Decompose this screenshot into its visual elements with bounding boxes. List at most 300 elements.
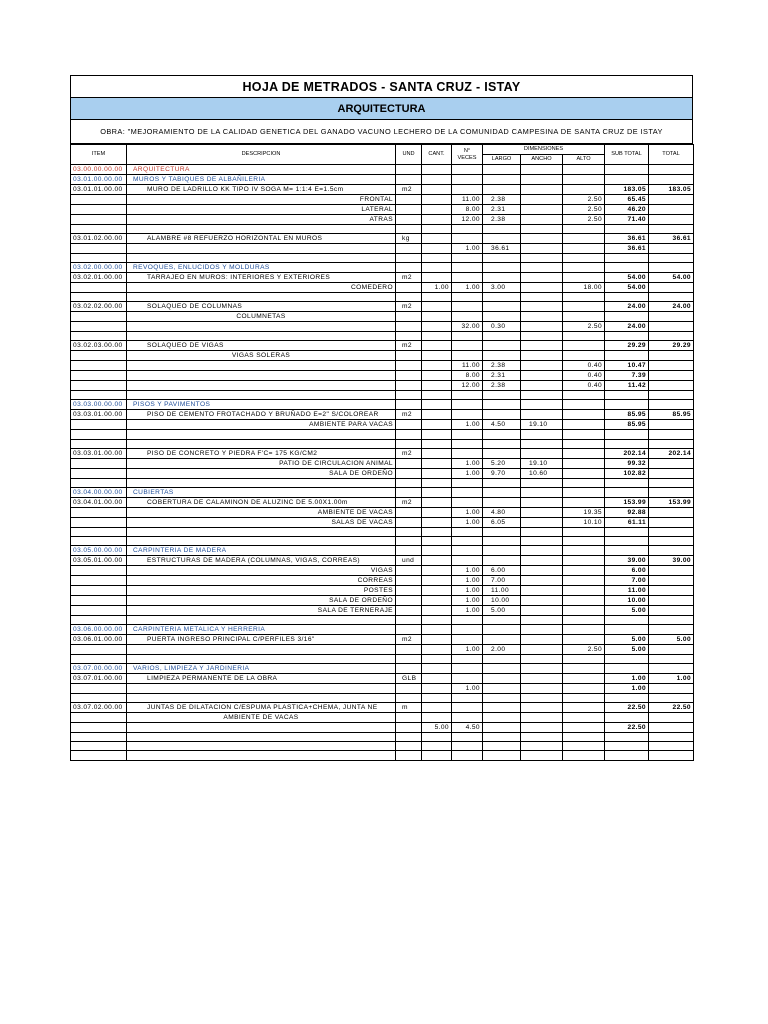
- cell-ancho: [521, 391, 563, 400]
- cell-ancho: [521, 215, 563, 225]
- cell-descripcion: REVOQUES, ENLUCIDOS Y MOLDURAS: [127, 263, 396, 273]
- table-row: [71, 332, 694, 341]
- cell-largo: [483, 263, 521, 273]
- cell-alto: [563, 293, 605, 302]
- cell-ancho: [521, 302, 563, 312]
- cell-descripcion: AMBIENTE PARA VACAS: [127, 420, 396, 430]
- cell-veces: [452, 703, 483, 713]
- section-title: ARQUITECTURA: [70, 98, 693, 120]
- cell-alto: 0.40: [563, 371, 605, 381]
- cell-alto: [563, 468, 605, 478]
- cell-alto: [563, 742, 605, 751]
- cell-largo: [483, 234, 521, 244]
- cell-item: [71, 205, 127, 215]
- cell-veces: 1.00: [452, 420, 483, 430]
- cell-subtotal: [605, 751, 649, 760]
- cell-descripcion: [127, 615, 396, 624]
- cell-largo: [483, 430, 521, 439]
- cell-total: [649, 225, 694, 234]
- cell-subtotal: 7.00: [605, 575, 649, 585]
- cell-item: 03.02.03.00.00: [71, 341, 127, 351]
- cell-item: [71, 478, 127, 487]
- cell-item: 03.01.00.00.00: [71, 175, 127, 185]
- cell-subtotal: 39.00: [605, 555, 649, 565]
- cell-total: [649, 478, 694, 487]
- table-row: [71, 674, 694, 684]
- table-row: [71, 605, 694, 615]
- cell-und: [396, 381, 422, 391]
- cell-descripcion: [127, 391, 396, 400]
- cell-und: m2: [396, 635, 422, 645]
- cell-alto: [563, 674, 605, 684]
- table-row: [71, 273, 694, 283]
- cell-total: [649, 723, 694, 733]
- cell-und: und: [396, 555, 422, 565]
- cell-ancho: [521, 351, 563, 361]
- cell-descripcion: COMEDERO: [127, 283, 396, 293]
- cell-descripcion: [127, 381, 396, 391]
- cell-descripcion: [127, 439, 396, 448]
- cell-und: [396, 517, 422, 527]
- cell-item: 03.04.00.00.00: [71, 487, 127, 497]
- cell-ancho: 19.10: [521, 458, 563, 468]
- metrados-sheet: [70, 75, 693, 761]
- cell-veces: [452, 664, 483, 674]
- cell-total: [649, 322, 694, 332]
- cell-descripcion: PISO DE CONCRETO Y PIEDRA F'C= 175 KG/CM2: [127, 448, 396, 458]
- table-row: [71, 575, 694, 585]
- cell-largo: [483, 478, 521, 487]
- cell-item: [71, 420, 127, 430]
- cell-subtotal: 54.00: [605, 273, 649, 283]
- cell-total: [649, 215, 694, 225]
- cell-ancho: [521, 439, 563, 448]
- cell-cant: [422, 635, 452, 645]
- cell-veces: 1.00: [452, 468, 483, 478]
- cell-item: [71, 371, 127, 381]
- cell-ancho: [521, 595, 563, 605]
- cell-und: m2: [396, 273, 422, 283]
- cell-largo: [483, 391, 521, 400]
- cell-veces: 12.00: [452, 381, 483, 391]
- cell-total: [649, 595, 694, 605]
- col-alto: ALTO: [563, 155, 605, 165]
- cell-alto: [563, 555, 605, 565]
- cell-veces: 11.00: [452, 195, 483, 205]
- cell-subtotal: [605, 225, 649, 234]
- cell-alto: [563, 391, 605, 400]
- table-row: [71, 283, 694, 293]
- cell-ancho: [521, 293, 563, 302]
- cell-total: [649, 655, 694, 664]
- cell-alto: [563, 448, 605, 458]
- cell-total: 54.00: [649, 273, 694, 283]
- cell-veces: 8.00: [452, 205, 483, 215]
- cell-und: [396, 645, 422, 655]
- cell-descripcion: ATRAS: [127, 215, 396, 225]
- cell-subtotal: [605, 536, 649, 545]
- cell-ancho: [521, 507, 563, 517]
- cell-subtotal: [605, 527, 649, 536]
- col-und: UND: [396, 145, 422, 165]
- cell-total: [649, 585, 694, 595]
- cell-cant: [422, 555, 452, 565]
- cell-largo: [483, 487, 521, 497]
- table-row: [71, 391, 694, 400]
- cell-largo: 7.00: [483, 575, 521, 585]
- cell-alto: [563, 595, 605, 605]
- cell-veces: [452, 555, 483, 565]
- cell-subtotal: [605, 487, 649, 497]
- cell-cant: [422, 565, 452, 575]
- cell-subtotal: 29.29: [605, 341, 649, 351]
- cell-total: [649, 400, 694, 410]
- cell-subtotal: 99.32: [605, 458, 649, 468]
- cell-item: 03.01.01.00.00: [71, 185, 127, 195]
- cell-und: [396, 165, 422, 175]
- cell-cant: [422, 585, 452, 595]
- cell-und: [396, 713, 422, 723]
- cell-cant: [422, 312, 452, 322]
- cell-largo: [483, 655, 521, 664]
- table-row: [71, 694, 694, 703]
- cell-und: [396, 391, 422, 400]
- cell-total: [649, 332, 694, 341]
- cell-veces: 12.00: [452, 215, 483, 225]
- cell-veces: [452, 351, 483, 361]
- cell-und: [396, 585, 422, 595]
- cell-largo: [483, 713, 521, 723]
- cell-veces: 32.00: [452, 322, 483, 332]
- cell-und: [396, 215, 422, 225]
- cell-largo: [483, 545, 521, 555]
- cell-und: [396, 283, 422, 293]
- cell-total: [649, 458, 694, 468]
- cell-veces: 1.00: [452, 244, 483, 254]
- cell-ancho: [521, 585, 563, 595]
- cell-largo: 5.20: [483, 458, 521, 468]
- cell-ancho: [521, 283, 563, 293]
- cell-item: [71, 527, 127, 536]
- cell-veces: [452, 302, 483, 312]
- cell-total: [649, 312, 694, 322]
- cell-total: [649, 244, 694, 254]
- cell-ancho: [521, 273, 563, 283]
- table-row: [71, 371, 694, 381]
- cell-cant: [422, 205, 452, 215]
- cell-total: [649, 205, 694, 215]
- cell-descripcion: VARIOS, LIMPIEZA Y JARDINERIA: [127, 664, 396, 674]
- cell-cant: [422, 595, 452, 605]
- cell-descripcion: CORREAS: [127, 575, 396, 585]
- cell-alto: [563, 430, 605, 439]
- cell-largo: [483, 723, 521, 733]
- cell-item: [71, 361, 127, 371]
- cell-descripcion: [127, 293, 396, 302]
- cell-subtotal: 85.95: [605, 420, 649, 430]
- cell-veces: 1.00: [452, 575, 483, 585]
- cell-veces: [452, 185, 483, 195]
- table-row: [71, 341, 694, 351]
- cell-item: 03.03.01.00.00: [71, 410, 127, 420]
- cell-und: [396, 361, 422, 371]
- cell-ancho: [521, 371, 563, 381]
- cell-alto: [563, 487, 605, 497]
- table-row: [71, 742, 694, 751]
- cell-largo: 5.00: [483, 605, 521, 615]
- cell-descripcion: [127, 361, 396, 371]
- cell-und: m2: [396, 185, 422, 195]
- cell-subtotal: 1.00: [605, 674, 649, 684]
- cell-descripcion: COBERTURA DE CALAMINON DE ALUZINC DE 5.00X1.00m: [127, 497, 396, 507]
- cell-alto: [563, 234, 605, 244]
- cell-total: [649, 684, 694, 694]
- cell-cant: [422, 458, 452, 468]
- cell-und: m2: [396, 497, 422, 507]
- cell-subtotal: 22.50: [605, 703, 649, 713]
- cell-total: [649, 645, 694, 655]
- cell-und: [396, 351, 422, 361]
- cell-total: [649, 536, 694, 545]
- cell-descripcion: MUROS Y TABIQUES DE ALBAÑILERIA: [127, 175, 396, 185]
- cell-ancho: [521, 185, 563, 195]
- cell-und: [396, 742, 422, 751]
- cell-item: [71, 391, 127, 400]
- cell-subtotal: [605, 742, 649, 751]
- cell-total: 1.00: [649, 674, 694, 684]
- cell-descripcion: [127, 254, 396, 263]
- cell-cant: [422, 400, 452, 410]
- cell-subtotal: 10.47: [605, 361, 649, 371]
- cell-ancho: [521, 565, 563, 575]
- cell-total: [649, 605, 694, 615]
- cell-total: 36.61: [649, 234, 694, 244]
- cell-item: 03.02.02.00.00: [71, 302, 127, 312]
- cell-und: [396, 527, 422, 536]
- cell-und: m: [396, 703, 422, 713]
- cell-item: [71, 645, 127, 655]
- cell-alto: [563, 605, 605, 615]
- cell-alto: [563, 694, 605, 703]
- cell-largo: [483, 742, 521, 751]
- col-ancho: ANCHO: [521, 155, 563, 165]
- cell-alto: [563, 664, 605, 674]
- cell-subtotal: 71.40: [605, 215, 649, 225]
- cell-alto: [563, 497, 605, 507]
- cell-largo: [483, 694, 521, 703]
- table-row: [71, 458, 694, 468]
- col-descripcion: DESCRIPCION: [127, 145, 396, 165]
- cell-total: 22.50: [649, 703, 694, 713]
- table-row: [71, 555, 694, 565]
- cell-alto: [563, 351, 605, 361]
- cell-alto: 19.35: [563, 507, 605, 517]
- cell-und: [396, 468, 422, 478]
- cell-descripcion: VIGAS: [127, 565, 396, 575]
- cell-subtotal: 5.00: [605, 635, 649, 645]
- cell-ancho: [521, 713, 563, 723]
- cell-veces: 1.00: [452, 684, 483, 694]
- cell-item: [71, 244, 127, 254]
- cell-total: [649, 371, 694, 381]
- cell-item: [71, 254, 127, 263]
- cell-veces: [452, 478, 483, 487]
- cell-alto: [563, 575, 605, 585]
- cell-item: 03.03.01.00.00: [71, 448, 127, 458]
- table-row: [71, 517, 694, 527]
- cell-veces: [452, 165, 483, 175]
- cell-cant: [422, 293, 452, 302]
- table-row: [71, 497, 694, 507]
- cell-ancho: [521, 244, 563, 254]
- cell-alto: [563, 254, 605, 263]
- cell-cant: [422, 545, 452, 555]
- cell-item: [71, 312, 127, 322]
- table-row: [71, 536, 694, 545]
- cell-largo: [483, 165, 521, 175]
- cell-item: 03.06.00.00.00: [71, 625, 127, 635]
- table-body: [71, 165, 694, 761]
- cell-und: [396, 371, 422, 381]
- cell-und: [396, 322, 422, 332]
- table-row: [71, 448, 694, 458]
- cell-largo: 6.00: [483, 565, 521, 575]
- table-row: [71, 751, 694, 760]
- cell-descripcion: SOLAQUEO DE COLUMNAS: [127, 302, 396, 312]
- cell-veces: [452, 410, 483, 420]
- cell-descripcion: [127, 244, 396, 254]
- col-cant: CANT.: [422, 145, 452, 165]
- cell-cant: [422, 254, 452, 263]
- cell-cant: [422, 420, 452, 430]
- cell-largo: [483, 536, 521, 545]
- cell-largo: 11.00: [483, 585, 521, 595]
- cell-alto: [563, 439, 605, 448]
- cell-cant: [422, 497, 452, 507]
- cell-ancho: [521, 723, 563, 733]
- cell-cant: [422, 655, 452, 664]
- cell-largo: [483, 751, 521, 760]
- table-row: [71, 302, 694, 312]
- cell-item: [71, 430, 127, 439]
- cell-ancho: [521, 694, 563, 703]
- cell-largo: [483, 635, 521, 645]
- cell-und: [396, 595, 422, 605]
- cell-total: [649, 468, 694, 478]
- cell-veces: [452, 400, 483, 410]
- cell-ancho: [521, 430, 563, 439]
- cell-alto: [563, 585, 605, 595]
- cell-und: [396, 263, 422, 273]
- cell-alto: [563, 703, 605, 713]
- cell-largo: 3.00: [483, 283, 521, 293]
- obra-line: OBRA: "MEJORAMIENTO DE LA CALIDAD GENETICA DEL GANADO VACUNO LECHERO DE LA COMUNIDAD CAMPESINA DE SANTA CRUZ DE ISTAY: [70, 120, 693, 144]
- cell-largo: [483, 312, 521, 322]
- cell-veces: [452, 713, 483, 723]
- cell-largo: [483, 664, 521, 674]
- cell-cant: [422, 487, 452, 497]
- cell-veces: [452, 312, 483, 322]
- cell-veces: [452, 674, 483, 684]
- cell-ancho: [521, 205, 563, 215]
- sheet-title: HOJA DE METRADOS - SANTA CRUZ - ISTAY: [70, 75, 693, 98]
- cell-subtotal: [605, 400, 649, 410]
- cell-subtotal: [605, 391, 649, 400]
- cell-largo: 0.30: [483, 322, 521, 332]
- cell-alto: [563, 185, 605, 195]
- cell-und: [396, 487, 422, 497]
- cell-descripcion: SALA DE TERNERAJE: [127, 605, 396, 615]
- cell-item: [71, 195, 127, 205]
- cell-descripcion: COLUMNETAS: [127, 312, 396, 322]
- cell-total: [649, 351, 694, 361]
- cell-und: [396, 655, 422, 664]
- cell-largo: 2.31: [483, 205, 521, 215]
- cell-ancho: [521, 635, 563, 645]
- cell-total: 85.95: [649, 410, 694, 420]
- cell-ancho: [521, 332, 563, 341]
- cell-veces: [452, 263, 483, 273]
- cell-descripcion: [127, 723, 396, 733]
- cell-alto: [563, 263, 605, 273]
- cell-total: [649, 507, 694, 517]
- cell-largo: [483, 273, 521, 283]
- cell-ancho: [521, 615, 563, 624]
- cell-veces: [452, 694, 483, 703]
- cell-ancho: 10.60: [521, 468, 563, 478]
- cell-cant: [422, 742, 452, 751]
- cell-ancho: [521, 234, 563, 244]
- cell-und: [396, 751, 422, 760]
- cell-descripcion: [127, 430, 396, 439]
- cell-und: [396, 664, 422, 674]
- cell-ancho: [521, 341, 563, 351]
- cell-descripcion: [127, 332, 396, 341]
- cell-subtotal: 10.00: [605, 595, 649, 605]
- cell-item: [71, 468, 127, 478]
- table-row: [71, 254, 694, 263]
- table-row: [71, 312, 694, 322]
- cell-total: 5.00: [649, 635, 694, 645]
- cell-subtotal: 85.95: [605, 410, 649, 420]
- cell-ancho: [521, 487, 563, 497]
- cell-total: [649, 439, 694, 448]
- cell-largo: 6.05: [483, 517, 521, 527]
- cell-item: [71, 458, 127, 468]
- cell-alto: 18.00: [563, 283, 605, 293]
- cell-descripcion: [127, 751, 396, 760]
- cell-largo: 10.00: [483, 595, 521, 605]
- cell-alto: [563, 635, 605, 645]
- cell-cant: [422, 713, 452, 723]
- cell-item: [71, 215, 127, 225]
- cell-und: [396, 293, 422, 302]
- cell-cant: [422, 448, 452, 458]
- cell-subtotal: [605, 175, 649, 185]
- cell-total: [649, 391, 694, 400]
- cell-cant: [422, 302, 452, 312]
- cell-descripcion: [127, 527, 396, 536]
- cell-alto: [563, 655, 605, 664]
- cell-veces: 1.00: [452, 565, 483, 575]
- cell-descripcion: [127, 742, 396, 751]
- cell-subtotal: 202.14: [605, 448, 649, 458]
- metrados-table: [70, 144, 694, 761]
- cell-item: [71, 565, 127, 575]
- cell-veces: 1.00: [452, 645, 483, 655]
- table-row: [71, 244, 694, 254]
- cell-und: [396, 625, 422, 635]
